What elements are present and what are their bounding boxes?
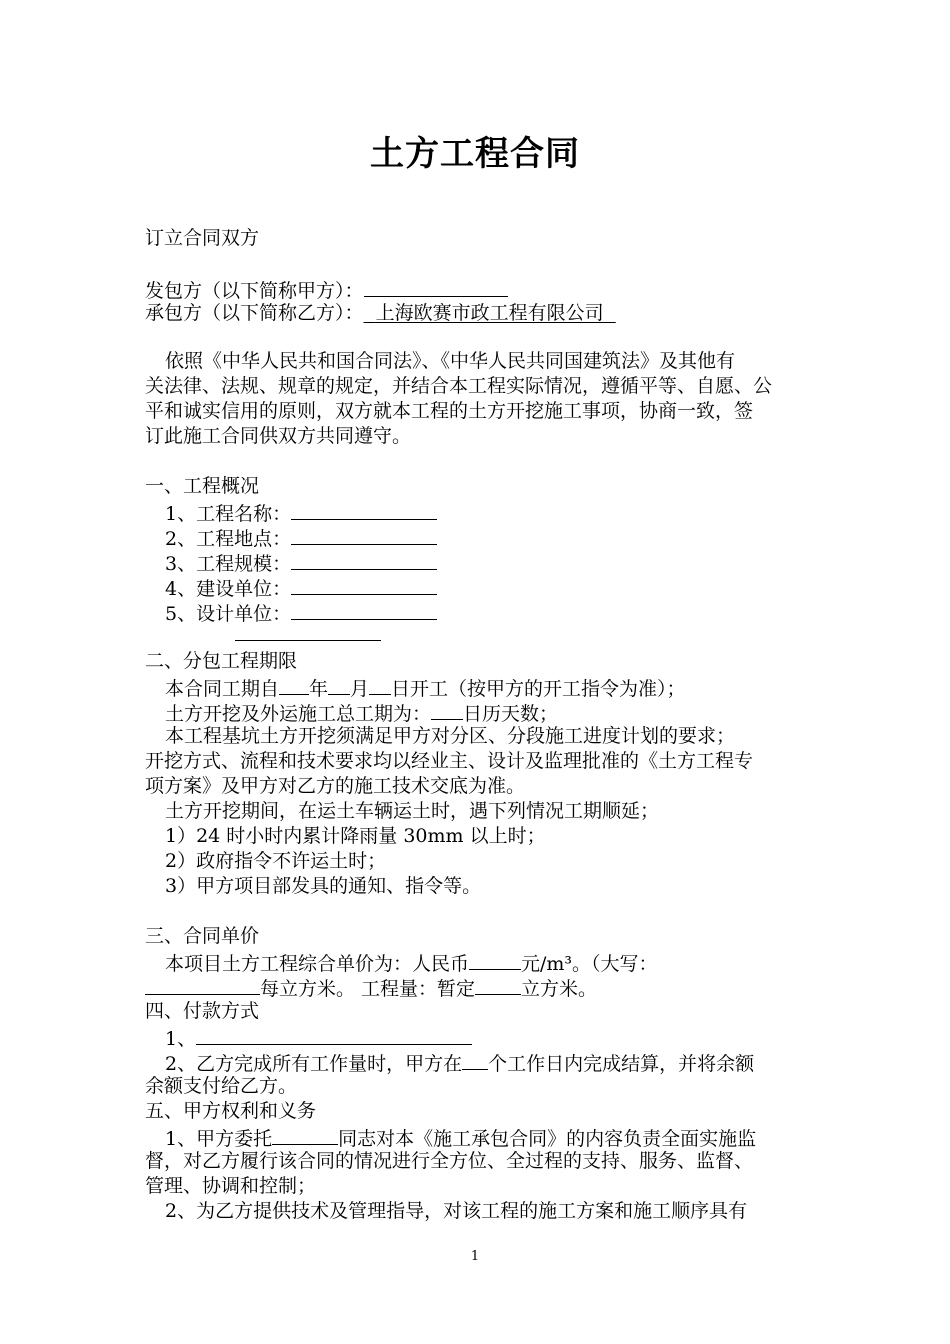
period-line: 本合同工期自 年 月 日开工（按甲方的开工指令为准）；	[165, 674, 835, 702]
period-line: 土方开挖期间，在运土车辆运土时，遇下列情况工期顺延；	[165, 800, 660, 822]
overview-item: 5、设计单位：	[165, 599, 835, 627]
preamble-line: 关法律、法规、规章的规定，并结合本工程实际情况，遵循平等、自愿、公	[145, 375, 773, 397]
blank-line	[235, 640, 381, 641]
blank-field	[291, 574, 437, 595]
party-b-value: 上海欧赛市政工程有限公司	[375, 302, 604, 324]
section-heading: 一、工程概况	[145, 475, 260, 497]
rights-line: 2、为乙方提供技术及管理指导，对该工程的施工方案和施工顺序具有	[165, 1200, 748, 1222]
period-line: 项方案》及甲方对乙方的施工技术交底为准。	[145, 775, 526, 797]
price-line: 每立方米。 工程量：暂定 立方米。	[145, 974, 815, 1002]
overview-item: 3、工程规模：	[165, 549, 835, 577]
payment-line: 1、	[165, 1024, 835, 1052]
rights-line: 1、甲方委托 同志对本《施工承包合同》的内容负责全面实施监	[165, 1124, 835, 1152]
blank-field	[291, 549, 437, 570]
page-title: 土方工程合同	[370, 134, 580, 174]
rights-line: 督，对乙方履行该合同的情况进行全方位、全过程的支持、服务、监督、	[145, 1150, 754, 1172]
parties-heading: 订立合同双方	[145, 227, 260, 249]
period-line: 2）政府指令不许运土时；	[165, 850, 387, 872]
preamble-line: 订此施工合同供双方共同遵守。	[145, 425, 412, 447]
section-heading: 五、甲方权利和义务	[145, 1100, 317, 1122]
party-a-blank	[364, 276, 508, 297]
party-a-line	[145, 276, 815, 304]
rights-line: 管理、协调和控制；	[145, 1175, 317, 1197]
payment-line: 余额支付给乙方。	[145, 1075, 298, 1097]
price-line: 本项目土方工程综合单价为：人民币 元/m³。（大写：	[165, 949, 835, 977]
blank-field	[291, 599, 437, 620]
party-b-label: 承包方（以下简称乙方）：	[145, 302, 364, 324]
period-line: 土方开挖及外运施工总工期为： 日历天数；	[165, 699, 835, 727]
party-b-line	[145, 301, 815, 326]
preamble-line: 平和诚实信用的原则，双方就本工程的土方开挖施工事项，协商一致，签	[145, 400, 754, 422]
period-line: 本工程基坑土方开挖须满足甲方对分区、分段施工进度计划的要求；	[165, 725, 736, 747]
preamble-line: 依照《中华人民共和国合同法》、《中华人民共同国建筑法》及其他有	[165, 350, 736, 372]
party-a-label: 发包方（以下简称甲方）：	[145, 280, 364, 302]
overview-item: 4、建设单位：	[165, 574, 835, 602]
payment-line: 2、乙方完成所有工作量时，甲方在 个工作日内完成结算，并将余额	[165, 1049, 835, 1077]
section-heading: 四、付款方式	[145, 1000, 260, 1022]
blank-field	[291, 524, 437, 545]
period-line: 开挖方式、流程和技术要求均以经业主、设计及监理批准的《土方工程专	[145, 750, 754, 772]
section-heading: 二、分包工程期限	[145, 650, 298, 672]
blank-field	[291, 499, 437, 520]
page-number: 1	[470, 1249, 480, 1264]
overview-item: 2、工程地点：	[165, 524, 835, 552]
overview-item: 1、工程名称：	[165, 499, 835, 527]
period-line: 1）24 时小时内累计降雨量 30mm 以上时；	[165, 825, 546, 847]
period-line: 3）甲方项目部发具的通知、指令等。	[165, 875, 482, 897]
section-heading: 三、合同单价	[145, 925, 260, 947]
